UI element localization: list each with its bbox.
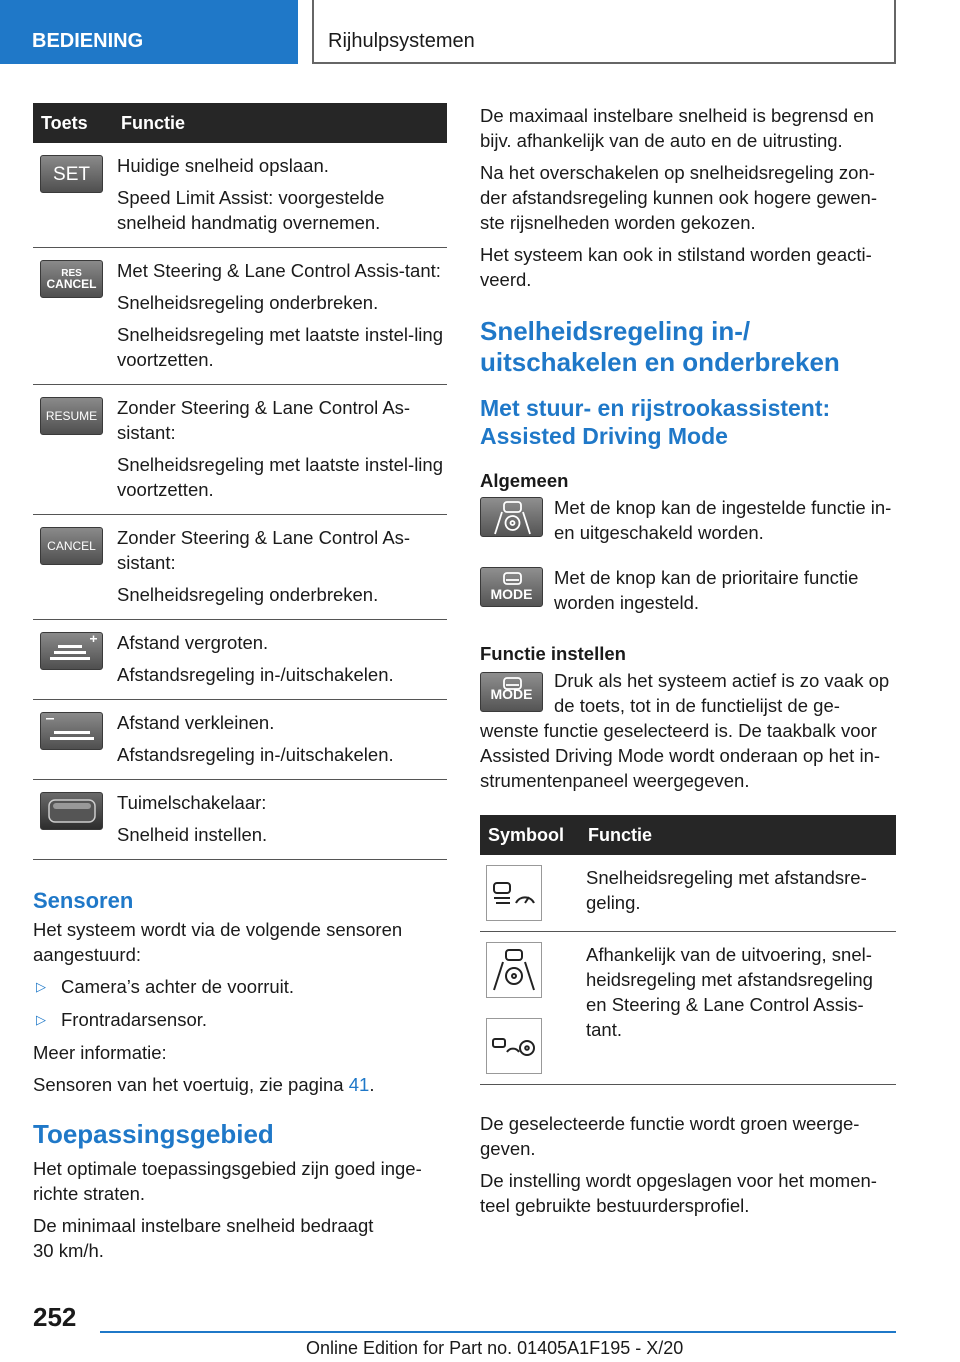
symbol-header-functie: Functie — [580, 815, 896, 855]
keys-table — [33, 103, 447, 860]
cruise-distance-icon — [486, 865, 542, 921]
more-info: Meer informatie: — [33, 1042, 167, 1063]
row-text: Tuimelschakelaar: — [117, 792, 267, 813]
distance-decrease-icon — [40, 712, 103, 750]
row-text: Snelheidsregeling met laatste instel-ling voortzetten. — [117, 324, 443, 370]
assisted-driving-button — [480, 497, 543, 537]
symbol-row-2-text: Afhankelijk van de uitvoering, snel-heidsregeling met afstandsregeling en Steering & Lane Control Assis-tant. — [580, 932, 896, 1085]
mode-label: MODE — [490, 686, 533, 702]
res-cancel-key — [40, 260, 103, 298]
distance-increase-icon — [40, 632, 103, 670]
subsection-heading: Met stuur- en rijstrookassistent: Assisted Driving Mode — [480, 395, 831, 449]
table-row — [480, 855, 896, 932]
table-row — [33, 515, 447, 620]
mode-button — [480, 672, 543, 712]
algemeen-heading: Algemeen — [480, 470, 569, 491]
right-p1: De maximaal instelbare snelheid is begrensd en bijv. afhankelijk van de auto en de uitrusting. — [480, 105, 874, 151]
row-text: Zonder Steering & Lane Control As-sistant: — [117, 397, 411, 443]
right-after-p2: De instelling wordt opgeslagen voor het momen-teel gebruikte bestuurdersprofiel. — [480, 1170, 877, 1216]
table-row — [33, 700, 447, 780]
cruise-steering-icon — [486, 1018, 542, 1074]
header-section-label: BEDIENING — [32, 30, 144, 52]
algemeen-row-1-text: Met de knop kan de ingestelde functie in- en uitgeschakeld worden. — [554, 497, 892, 543]
page-link[interactable]: 41 — [348, 1074, 370, 1095]
row-text: Zonder Steering & Lane Control As-sistant: — [117, 527, 411, 573]
row-text: Afstandsregeling in-/uitschakelen. — [117, 744, 394, 765]
right-p2: Na het overschakelen op snelheidsregeling zon-der afstandsregeling kunnen ook hogere gewen-ste rijsnelheden worden gekozen. — [480, 162, 878, 233]
section-heading: Snelheidsregeling in-/ uitschakelen en onderbreken — [480, 316, 840, 377]
row-text: Speed Limit Assist: voorgestelde snelheid handmatig overnemen. — [117, 187, 385, 233]
resume-key: RESUME — [40, 397, 103, 435]
header-chapter — [312, 0, 896, 64]
row-text: Snelheidsregeling onderbreken. — [117, 292, 379, 313]
page-number: 252 — [33, 1302, 77, 1332]
table-row — [480, 932, 896, 1085]
functie-instellen-text: Druk als het systeem actief is zo vaak op de toets, tot in de functielijst de ge-wenste functie geselecteerd is. De taakbalk voor Assisted Driving Mode wordt onderaan op het in-strumentenpaneel weergegeven. — [480, 670, 890, 791]
algemeen-row-2-text: Met de knop kan de prioritaire functie worden ingesteld. — [554, 567, 859, 613]
list-item — [33, 1007, 447, 1032]
row-text: Met Steering & Lane Control Assis-tant: — [117, 260, 441, 281]
cancel-key: CANCEL — [40, 527, 103, 565]
reference-end: . — [369, 1074, 375, 1095]
table-row — [33, 385, 447, 515]
reference-text: Sensoren van het voertuig, zie pagina — [33, 1074, 349, 1095]
res-key-top: RES — [61, 268, 82, 279]
row-text: Afstand vergroten. — [117, 632, 269, 653]
table-row — [33, 143, 447, 248]
row-text: Snelheidsregeling onderbreken. — [117, 584, 379, 605]
functie-instellen-heading: Functie instellen — [480, 643, 626, 664]
sensor-reference — [33, 1072, 447, 1097]
functie-instellen-row — [480, 668, 896, 793]
table-row — [33, 248, 447, 385]
triangle-bullet-icon: ▷ — [36, 1012, 46, 1027]
steering-assist-icon — [481, 498, 544, 538]
table-row — [33, 620, 447, 700]
toepassing-p2: De minimaal instelbare snelheid bedraagt 30 km/h. — [33, 1215, 374, 1261]
bullet-text: Frontradarsensor. — [61, 1009, 208, 1030]
keys-header-toets: Toets — [33, 103, 113, 143]
sensoren-heading: Sensoren — [33, 888, 134, 913]
right-after-p1: De geselecteerde functie wordt groen weerge-geven. — [480, 1113, 860, 1159]
footer-divider — [100, 1331, 896, 1333]
left-column — [33, 103, 447, 1270]
row-text: Afstand verkleinen. — [117, 712, 275, 733]
triangle-bullet-icon: ▷ — [36, 979, 46, 994]
mode-label: MODE — [490, 586, 533, 602]
list-item — [33, 974, 447, 999]
symbol-header-symbool: Symbool — [480, 815, 580, 855]
symbol-row-1-text: Snelheidsregeling met afstandsre-geling. — [580, 855, 896, 932]
row-text: Snelheid instellen. — [117, 824, 268, 845]
table-row — [33, 780, 447, 860]
steering-lane-icon — [486, 942, 542, 998]
res-key-bottom: CANCEL — [46, 277, 97, 291]
set-key: SET — [40, 155, 103, 193]
row-text: Afstandsregeling in-/uitschakelen. — [117, 664, 394, 685]
symbol-table — [480, 815, 896, 1085]
algemeen-row-2 — [480, 565, 896, 615]
footer-edition: Online Edition for Part no. 01405A1F195 - X/20 — [306, 1338, 684, 1358]
row-text: Snelheidsregeling met laatste instel-ling voortzetten. — [117, 454, 443, 500]
toepassing-heading: Toepassingsgebied — [33, 1119, 274, 1149]
mode-button — [480, 567, 543, 607]
header-chapter-label: Rijhulpsystemen — [328, 30, 475, 52]
header-section — [0, 0, 298, 64]
right-column — [480, 103, 896, 1225]
algemeen-row-1 — [480, 495, 896, 545]
row-text: Huidige snelheid opslaan. — [117, 155, 329, 176]
keys-header-functie: Functie — [113, 103, 447, 143]
sensoren-intro: Het systeem wordt via de volgende sensoren aangestuurd: — [33, 919, 403, 965]
toepassing-p1: Het optimale toepassingsgebied zijn goed inge-richte straten. — [33, 1158, 422, 1204]
rocker-switch-icon — [40, 792, 103, 830]
symbol-table-header — [480, 815, 896, 855]
bullet-text: Camera’s achter de voorruit. — [61, 976, 295, 997]
keys-table-header — [33, 103, 447, 143]
right-p3: Het systeem kan ook in stilstand worden geacti-veerd. — [480, 244, 872, 290]
